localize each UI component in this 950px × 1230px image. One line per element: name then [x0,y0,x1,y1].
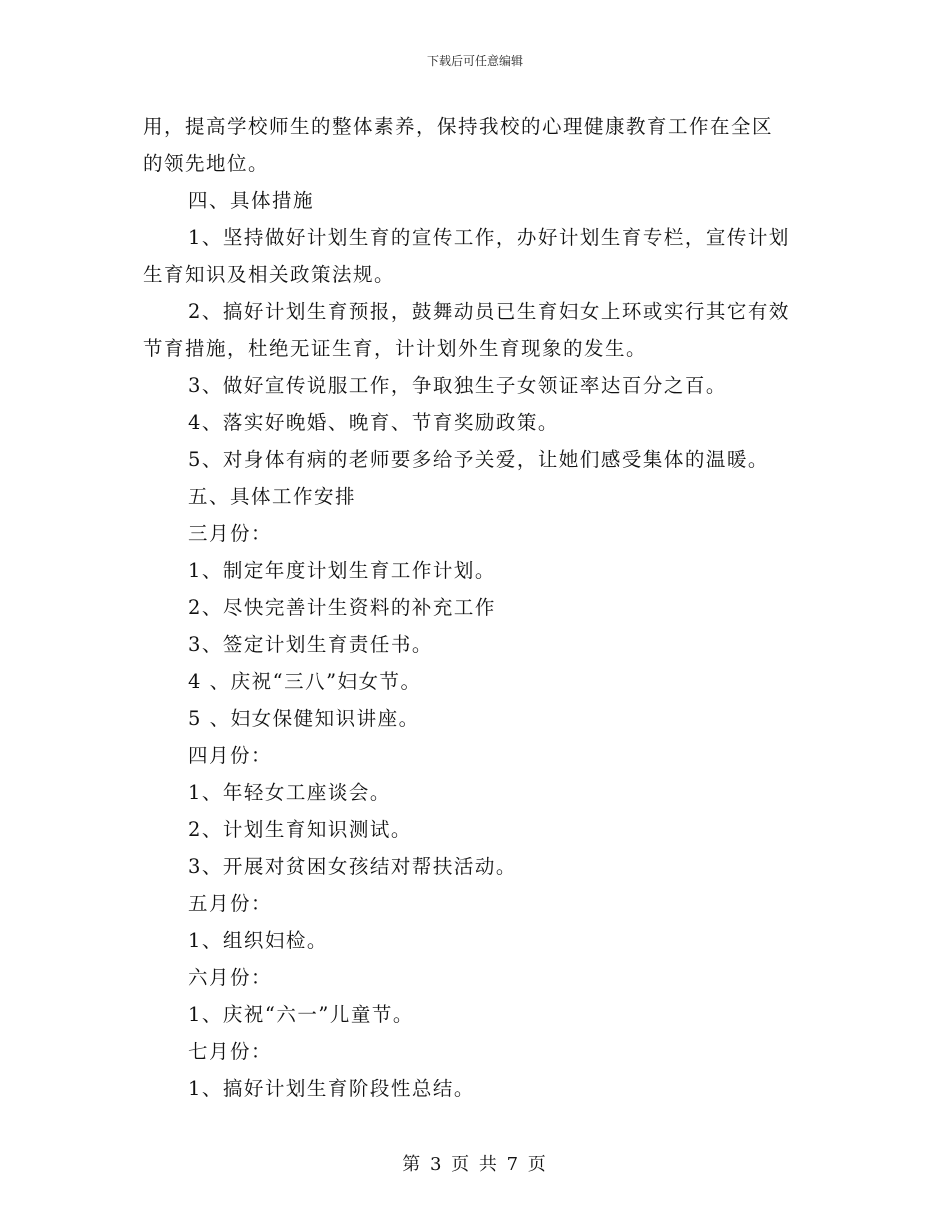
text-line: 1、组织妇检。 [188,929,328,952]
document-body [143,108,811,1107]
text-line: 5 、妇女保健知识讲座。 [188,707,420,730]
text-line: 生育知识及相关政策法规。 [143,263,396,286]
text-line: 4、落实好晚婚、晚育、节育奖励政策。 [188,411,559,434]
text-line: 3、做好宣传说服工作，争取独生子女领证率达百分之百。 [188,374,727,397]
text-line: 用，提高学校师生的整体素养，保持我校的心理健康教育工作在全区 [143,115,774,138]
text-line: 四、具体措施 [188,189,315,212]
text-line: 1、庆祝“六一”儿童节。 [188,1003,414,1026]
text-line: 七月份： [188,1040,273,1063]
text-line: 五月份： [188,892,273,915]
text-line: 的领先地位。 [143,152,270,175]
text-line: 3、签定计划生育责任书。 [188,633,433,656]
text-line: 1、制定年度计划生育工作计划。 [188,559,496,582]
text-line: 1、坚持做好计划生育的宣传工作，办好计划生育专栏，宣传计划 [188,226,790,249]
text-line: 五、具体工作安排 [188,485,357,508]
text-line: 5、对身体有病的老师要多给予关爱，让她们感受集体的温暖。 [188,448,769,471]
page-header-note: 下载后可任意编辑 [426,54,523,68]
text-line: 2、搞好计划生育预报，鼓舞动员已生育妇女上环或实行其它有效 [188,300,790,323]
text-line: 2、尽快完善计生资料的补充工作 [188,596,496,619]
text-line: 4 、庆祝“三八”妇女节。 [188,670,422,693]
text-line: 六月份： [188,966,273,989]
text-line: 节育措施，杜绝无证生育，计计划外生育现象的发生。 [143,337,648,360]
text-line: 2、计划生育知识测试。 [188,818,412,841]
text-line: 1、年轻女工座谈会。 [188,781,391,804]
text-line: 三月份： [188,522,273,545]
text-line: 3、开展对贫困女孩结对帮扶活动。 [188,855,517,878]
text-line: 1、搞好计划生育阶段性总结。 [188,1077,475,1100]
page-number: 第 3 页 共 7 页 [402,1154,548,1175]
text-line: 四月份： [188,744,273,767]
